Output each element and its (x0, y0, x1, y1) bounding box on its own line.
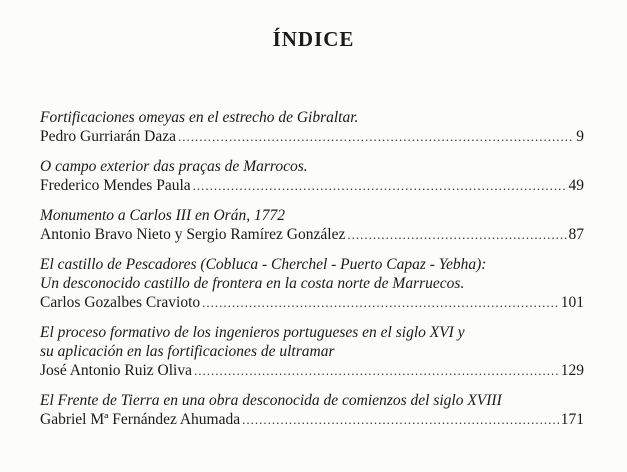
dot-leader (193, 176, 567, 195)
entry-title: El Frente de Tierra en una obra desconocida de comienzos del siglo XVIII (40, 392, 502, 409)
entry-author: Pedro Gurriarán Daza (40, 128, 176, 145)
dot-leader (347, 225, 566, 244)
entry-page-number: 87 (568, 226, 584, 243)
entry-author-line (40, 410, 584, 429)
dot-leader (202, 293, 559, 312)
entry-page-number: 129 (560, 362, 584, 379)
entry-author-line (40, 225, 584, 244)
entry-author: Gabriel Mª Fernández Ahumada (40, 411, 241, 428)
toc-entry (40, 108, 584, 146)
toc-entry (40, 323, 584, 380)
dot-leader (194, 361, 559, 380)
toc-entry (40, 157, 584, 195)
dot-leader (178, 127, 574, 146)
entry-author-line (40, 176, 584, 195)
toc-entry (40, 206, 584, 244)
entry-title-continued: su aplicación en las fortificaciones de ultramar (40, 343, 335, 360)
entry-author-line (40, 293, 584, 312)
entry-title: Monumento a Carlos III en Orán, 1772 (40, 207, 285, 224)
table-of-contents (40, 108, 584, 440)
toc-entry (40, 255, 584, 312)
entry-author-line (40, 127, 584, 146)
entry-page-number: 49 (568, 177, 584, 194)
entry-page-number: 101 (560, 294, 584, 311)
entry-author: Antonio Bravo Nieto y Sergio Ramírez González (40, 226, 346, 243)
toc-entry (40, 391, 584, 429)
entry-title: El proceso formativo de los ingenieros portugueses en el siglo XVI y (40, 324, 465, 341)
entry-author-line (40, 361, 584, 380)
entry-title: Fortificaciones omeyas en el estrecho de Gibraltar. (40, 109, 359, 126)
entry-author: Carlos Gozalbes Cravioto (40, 294, 201, 311)
entry-author: Frederico Mendes Paula (40, 177, 191, 194)
entry-author: José Antonio Ruiz Oliva (40, 362, 192, 379)
page-title: ÍNDICE (272, 27, 355, 51)
entry-page-number: 9 (576, 128, 584, 145)
entry-page-number: 171 (560, 411, 584, 428)
entry-title: O campo exterior das praças de Marrocos. (40, 158, 308, 175)
dot-leader (242, 410, 559, 429)
entry-title: El castillo de Pescadores (Cobluca - Cherchel - Puerto Capaz - Yebha): (40, 256, 487, 273)
entry-title-continued: Un desconocido castillo de frontera en la costa norte de Marruecos. (40, 275, 465, 292)
